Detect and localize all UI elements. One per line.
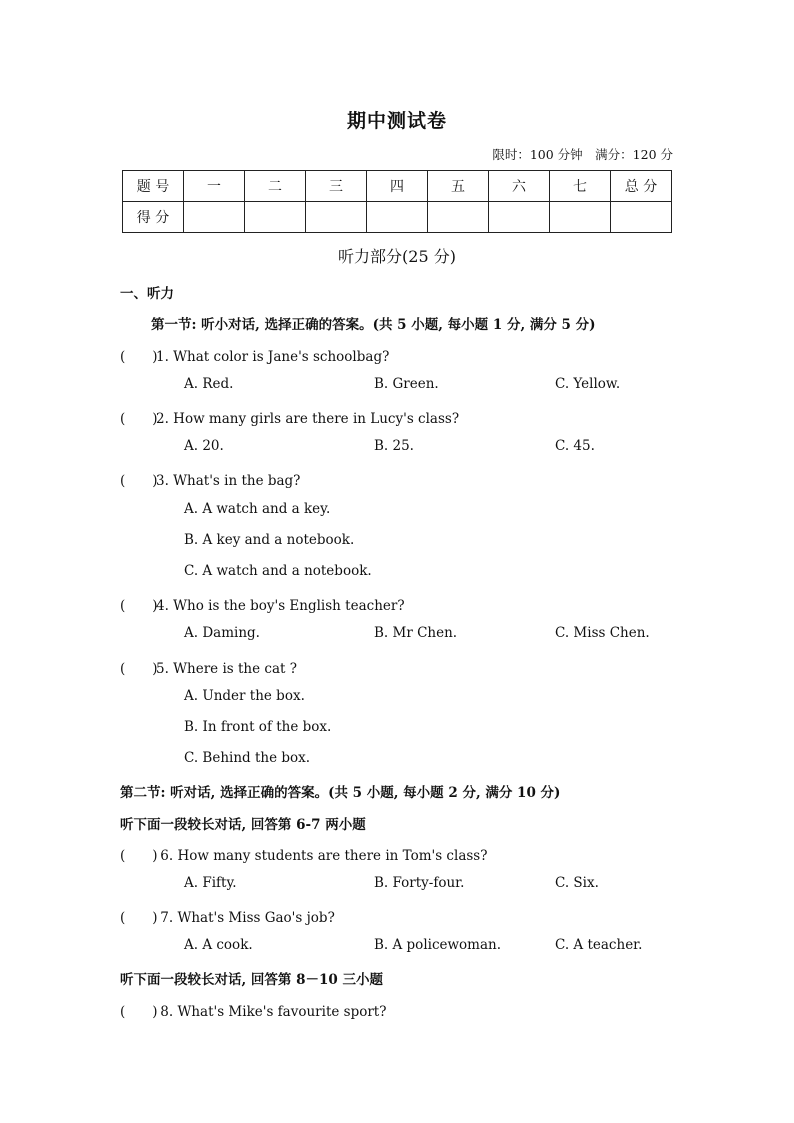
score-cell[interactable] xyxy=(245,202,306,233)
score-cell[interactable] xyxy=(489,202,550,233)
header-cell: 五 xyxy=(428,171,489,202)
option-b: B. Forty-four. xyxy=(374,875,465,891)
option-a: A. Fifty. xyxy=(184,875,237,891)
option-c: C. Six. xyxy=(555,875,599,891)
header-cell: 四 xyxy=(367,171,428,202)
option-b: B. Mr Chen. xyxy=(374,625,458,641)
question-5 xyxy=(120,657,297,677)
score-cell[interactable] xyxy=(611,202,672,233)
header-cell: 三 xyxy=(306,171,367,202)
question-4 xyxy=(120,594,405,614)
header-cell: 六 xyxy=(489,171,550,202)
option-c: C. Miss Chen. xyxy=(555,625,650,641)
dialog-instructions-2: 听下面一段较长对话, 回答第 8－10 三小题 xyxy=(120,972,383,988)
section2-instructions: 第二节: 听对话, 选择正确的答案。(共 5 小题, 每小题 2 分, 满分 10 分) xyxy=(120,785,561,801)
question-text: 7. What's Miss Gao's job? xyxy=(156,910,335,926)
header-cell: 总 分 xyxy=(611,171,672,202)
section1-instructions: 第一节: 听小对话, 选择正确的答案。(共 5 小题, 每小题 1 分, 满分 5 分) xyxy=(151,317,596,333)
question-text: 3. What's in the bag? xyxy=(156,473,301,489)
section-title: 听力部分(25 分) xyxy=(338,247,456,266)
question-1 xyxy=(120,345,389,365)
question-2 xyxy=(120,407,459,427)
question-6 xyxy=(120,844,487,864)
option-b: B. A policewoman. xyxy=(374,937,502,953)
question-8 xyxy=(120,1000,386,1020)
dialog-instructions-1: 听下面一段较长对话, 回答第 6-7 两小题 xyxy=(120,817,366,833)
option-a: A. A cook. xyxy=(184,937,253,953)
score-cell[interactable] xyxy=(550,202,611,233)
answer-blank[interactable]: ( ) xyxy=(120,473,158,489)
option-a: A. Daming. xyxy=(184,625,260,641)
question-text: 6. How many students are there in Tom's class? xyxy=(156,848,488,864)
option-c: C. A watch and a notebook. xyxy=(184,563,372,579)
option-b: B. Green. xyxy=(374,376,439,392)
question-3 xyxy=(120,469,300,489)
question-text: 8. What's Mike's favourite sport? xyxy=(156,1004,387,1020)
score-cell[interactable] xyxy=(367,202,428,233)
answer-blank[interactable]: ( ) xyxy=(120,848,158,864)
score-table-header-row xyxy=(123,171,672,202)
question-text: 2. How many girls are there in Lucy's class? xyxy=(156,411,460,427)
header-cell: 二 xyxy=(245,171,306,202)
score-cell[interactable] xyxy=(306,202,367,233)
score-cell[interactable] xyxy=(428,202,489,233)
option-a: A. Under the box. xyxy=(184,688,305,704)
option-a: A. 20. xyxy=(184,438,224,454)
question-7 xyxy=(120,906,335,926)
score-cell[interactable] xyxy=(184,202,245,233)
option-c: C. Behind the box. xyxy=(184,750,311,766)
question-text: 4. Who is the boy's English teacher? xyxy=(156,598,405,614)
answer-blank[interactable]: ( ) xyxy=(120,661,158,677)
option-a: A. A watch and a key. xyxy=(184,501,331,517)
option-b: B. A key and a notebook. xyxy=(184,532,355,548)
answer-blank[interactable]: ( ) xyxy=(120,411,158,427)
answer-blank[interactable]: ( ) xyxy=(120,910,158,926)
exam-title: 期中测试卷 xyxy=(346,110,447,132)
option-b: B. 25. xyxy=(374,438,414,454)
question-text: 1. What color is Jane's schoolbag? xyxy=(156,349,390,365)
answer-blank[interactable]: ( ) xyxy=(120,1004,158,1020)
answer-blank[interactable]: ( ) xyxy=(120,598,158,614)
option-a: A. Red. xyxy=(184,376,234,392)
score-label-cell: 得 分 xyxy=(123,202,184,233)
option-c: C. 45. xyxy=(555,438,595,454)
header-cell: 一 xyxy=(184,171,245,202)
header-cell: 题 号 xyxy=(123,171,184,202)
time-score-info: 限时：100 分钟 满分：120 分 xyxy=(492,147,673,162)
score-table-score-row xyxy=(123,202,672,233)
part-heading: 一、听力 xyxy=(120,286,174,302)
option-b: B. In front of the box. xyxy=(184,719,332,735)
option-c: C. Yellow. xyxy=(555,376,621,392)
score-table xyxy=(122,170,672,233)
answer-blank[interactable]: ( ) xyxy=(120,349,158,365)
header-cell: 七 xyxy=(550,171,611,202)
question-text: 5. Where is the cat ? xyxy=(156,661,297,677)
option-c: C. A teacher. xyxy=(555,937,643,953)
